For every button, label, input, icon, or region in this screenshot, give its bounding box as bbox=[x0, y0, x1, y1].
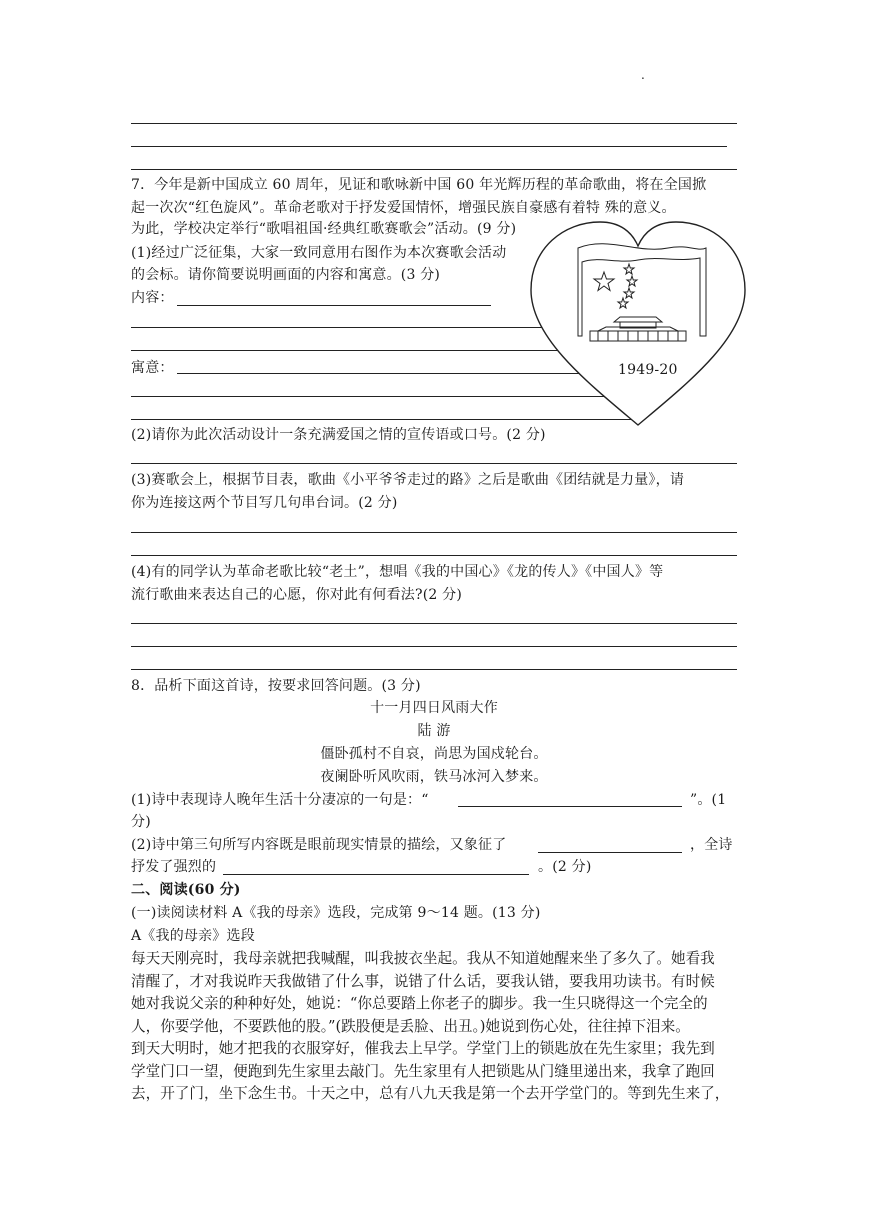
q7-sub3-line: 你为连接这两个节目写几句串台词。(2 分) bbox=[131, 495, 398, 511]
q8-intro: 8．品析下面这首诗，按要求回答问题。(3 分) bbox=[131, 678, 421, 694]
q7-sub4-line: 流行歌曲来表达自己的心愿，你对此有何看法?(2 分) bbox=[131, 587, 462, 603]
answer-line bbox=[131, 146, 727, 147]
slogan-answer-line[interactable] bbox=[131, 463, 737, 464]
q7-sub1-line: 的会标。请你简要说明画面的内容和寓意。(3 分) bbox=[131, 267, 441, 283]
passage-line: 人，你要学他，不要跌他的股。”(跌股便是丢脸、出丑。)她说到伤心处，往往掉下泪来。 bbox=[131, 1017, 690, 1035]
q7-sub2: (2)请你为此次活动设计一条充满爱国之情的宣传语或口号。(2 分) bbox=[131, 427, 546, 443]
poem-line-answer[interactable] bbox=[458, 806, 682, 807]
host-words-answer-line[interactable] bbox=[131, 532, 737, 533]
content-answer-line[interactable] bbox=[131, 327, 551, 328]
opinion-answer-line[interactable] bbox=[131, 669, 737, 670]
section-part-intro: (一)读阅读材料 A《我的母亲》选段，完成第 9～14 题。(13 分) bbox=[131, 905, 541, 921]
feeling-answer-line[interactable] bbox=[223, 874, 529, 875]
host-words-answer-line[interactable] bbox=[131, 555, 737, 556]
logo-year-text: 1949-20 bbox=[618, 362, 678, 378]
content-answer-line[interactable] bbox=[177, 305, 491, 306]
opinion-answer-line[interactable] bbox=[131, 623, 737, 624]
q8-sub2-end: ，全诗 bbox=[690, 837, 733, 853]
material-title: A《我的母亲》选段 bbox=[131, 928, 255, 944]
poem-title: 十一月四日风雨大作 bbox=[370, 700, 498, 716]
passage-line: 去，开了门，坐下念生书。十天之中，总有八九天我是第一个去开学堂门的。等到先生来了， bbox=[131, 1085, 730, 1102]
q7-sub3-line: (3)赛歌会上，根据节目表，歌曲《小平爷爷走过的路》之后是歌曲《团结就是力量》，请 bbox=[131, 472, 685, 488]
poem-line: 夜阑卧听风吹雨，铁马冰河入梦来。 bbox=[320, 769, 548, 785]
poem-line: 僵卧孤村不自哀，尚思为国戍轮台。 bbox=[320, 746, 548, 762]
q8-sub1-end: ”。(1 bbox=[690, 792, 727, 808]
passage-line: 清醒了，才对我说昨天我做错了什么事，说错了什么话，要我认错，要我用功读书。有时候 bbox=[131, 972, 715, 990]
answer-line bbox=[131, 169, 737, 170]
opinion-answer-line[interactable] bbox=[131, 646, 737, 647]
q8-sub2-start: (2)诗中第三句所写内容既是眼前现实情景的描绘，又象征了 bbox=[131, 837, 507, 853]
poem-author: 陆 游 bbox=[417, 723, 451, 739]
q8-sub2-cont-end: 。(2 分) bbox=[538, 859, 592, 875]
answer-line bbox=[131, 123, 737, 124]
passage-line: 每天天刚亮时，我母亲就把我喊醒，叫我披衣坐起。我从不知道她醒来坐了多久了。她看我 bbox=[131, 950, 715, 967]
section-heading: 二、阅读(60 分) bbox=[131, 882, 241, 898]
q7-intro-line: 起一次次“红色旋风”。革命老歌对于抒发爱国情怀，增强民族自豪感有着特 殊的意义。 bbox=[131, 200, 676, 216]
symbol-answer-line[interactable] bbox=[538, 852, 682, 853]
passage-line: 到天大明时，她才把我的衣服穿好，催我去上早学。学堂门上的锁匙放在先生家里；我先到 bbox=[131, 1040, 715, 1057]
q7-intro-line: 为此，学校决定举行“歌唱祖国·经典红歌赛歌会”活动。(9 分) bbox=[131, 221, 517, 237]
passage-line: 学堂门口一望，便跑到先生家里去敲门。先生家里有人把锁匙从门缝里递出来，我拿了跑回 bbox=[131, 1062, 715, 1080]
header-dot: . bbox=[641, 68, 646, 82]
q7-sub4-line: (4)有的同学认为革命老歌比较“老土”，想唱《我的中国心》《龙的传人》《中国人》等 bbox=[131, 564, 664, 580]
meaning-label: 寓意： bbox=[131, 360, 174, 376]
q7-sub1-line: (1)经过广泛征集，大家一致同意用右图作为本次赛歌会活动 bbox=[131, 245, 507, 261]
q8-sub2-cont-start: 抒发了强烈的 bbox=[131, 859, 217, 875]
q8-sub1-cont: 分) bbox=[131, 814, 151, 830]
content-label: 内容： bbox=[131, 290, 174, 306]
q7-intro-line: 7．今年是新中国成立 60 周年，见证和歌咏新中国 60 年光辉历程的革命歌曲，将在全国掀 bbox=[131, 177, 707, 193]
passage bbox=[131, 948, 737, 1106]
passage-line: 她对我说父亲的种种好处，她说：“你总要踏上你老子的脚步。我一生只晓得这一个完全的 bbox=[131, 995, 708, 1012]
activity-logo-heart bbox=[528, 218, 748, 432]
q8-sub1-start: (1)诗中表现诗人晚年生活十分凄凉的一句是：“ bbox=[131, 792, 429, 808]
